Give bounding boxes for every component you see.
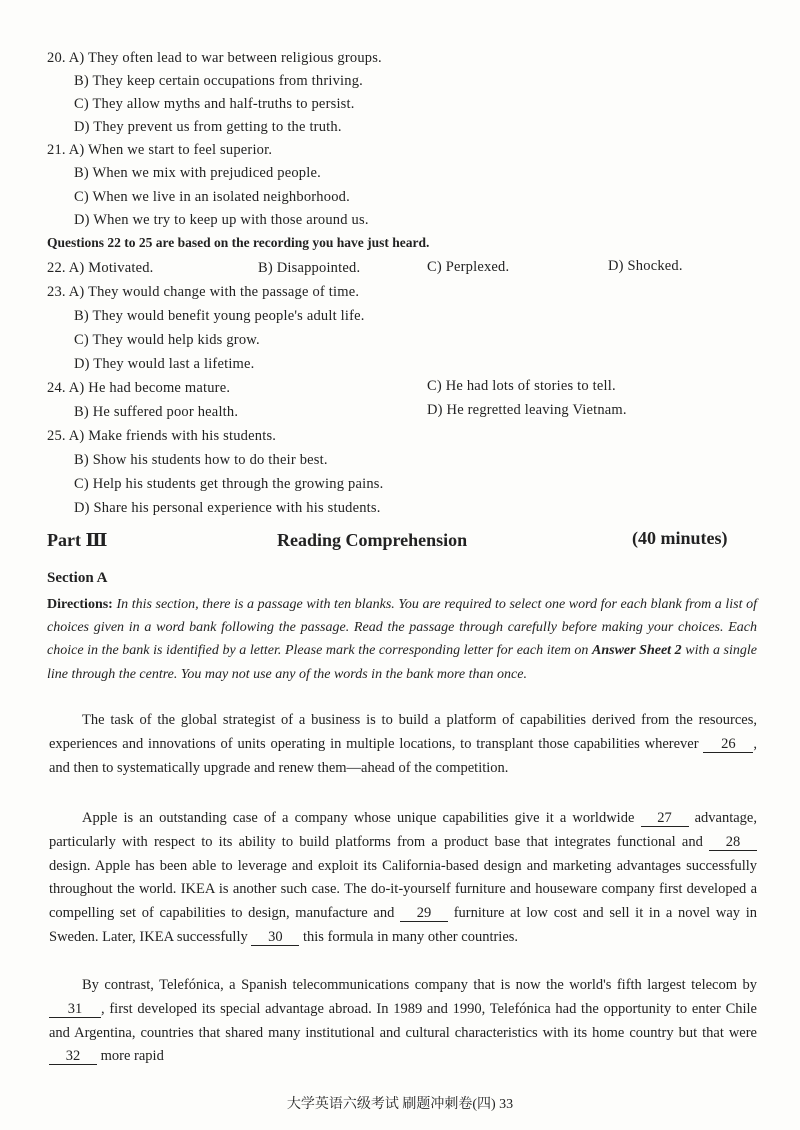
q20-option-a: 20. A) They often lead to war between religious groups.	[47, 50, 382, 66]
directions-text-2: with a single line through the centre. You may not use any of the words in the bank more than once.	[47, 643, 757, 682]
blank-29: 29	[400, 906, 448, 922]
q24-option-d: D) He regretted leaving Vietnam.	[427, 402, 627, 418]
blank-30: 30	[251, 930, 299, 946]
para1-text-2: , and then to systematically upgrade and renew them—ahead of the competition.	[49, 735, 757, 776]
passage-paragraph-3	[49, 974, 757, 1069]
q23-option-a: 23. A) They would change with the passage of time.	[47, 284, 360, 300]
passage-paragraph-1	[49, 709, 757, 780]
q23-option-c: C) They would help kids grow.	[74, 332, 260, 348]
q20-option-b: B) They keep certain occupations from thriving.	[74, 73, 363, 89]
blank-28: 28	[709, 835, 757, 851]
q22-option-c: C) Perplexed.	[427, 259, 510, 275]
blank-31: 31	[49, 1002, 101, 1018]
para2-text-2: advantage, particularly with respect to its ability to build platforms from a product base that integrates functional and	[49, 810, 757, 850]
q25-option-b: B) Show his students how to do their best.	[74, 452, 328, 468]
q24-option-b: B) He suffered poor health.	[74, 404, 239, 420]
blank-32: 32	[49, 1049, 97, 1065]
section-a-heading: Section A	[47, 570, 108, 586]
part-title: Reading Comprehension	[277, 530, 468, 550]
q23-option-d: D) They would last a lifetime.	[74, 356, 255, 372]
q25-option-a: 25. A) Make friends with his students.	[47, 428, 277, 444]
q24-option-c: C) He had lots of stories to tell.	[427, 378, 616, 394]
q22-option-a: 22. A) Motivated.	[47, 260, 154, 276]
directions-lead: Directions:	[47, 597, 113, 612]
q21-option-d: D) When we try to keep up with those around us.	[74, 212, 369, 228]
q20-option-c: C) They allow myths and half-truths to persist.	[74, 96, 355, 112]
q20-option-d: D) They prevent us from getting to the truth.	[74, 119, 342, 135]
blank-27: 27	[641, 811, 689, 827]
q21-option-b: B) When we mix with prejudiced people.	[74, 165, 321, 181]
part-label: Part Ⅲ	[47, 530, 108, 550]
para3-text-2: , first developed its special advantage abroad. In 1989 and 1990, Telefónica had the opportunity to enter Chile and Argentina, countries that shared many institutional and cultural characteristics with its home country but that were	[49, 1000, 757, 1041]
q22-option-b: B) Disappointed.	[258, 260, 361, 276]
answer-sheet-label: Answer Sheet 2	[592, 643, 682, 659]
q22-option-d: D) Shocked.	[608, 258, 683, 274]
passage-paragraph-2	[49, 807, 757, 950]
para3-text-3: more rapid	[97, 1048, 164, 1065]
para2-text-5: this formula in many other countries.	[299, 928, 519, 945]
para1-text-1: The task of the global strategist of a business is to build a platform of capabilities derived from the resources, experiences and innovations of units operating in multiple locations, to transplant those capabilities wherever	[49, 712, 757, 752]
part-time: (40 minutes)	[632, 528, 728, 548]
directions-text-1: In this section, there is a passage with ten blanks. You are required to select one word for each blank from a list of choices given in a word bank following the passage. Read the passage through carefully before making your choices. Each choice in the bank is identified by a letter. Please mark the corresponding letter for each item on	[47, 597, 757, 659]
para2-text-3: design. Apple has been able to leverage and exploit its California-based design and marketing advantages successfully throughout the world. IKEA is another such case. The do-it-yourself furniture and houseware company first developed a compelling set of capabilities to design, manufacture and	[49, 857, 757, 922]
page-footer: 大学英语六级考试 刷题冲刺卷(四) 33	[286, 1097, 514, 1112]
para2-text-1: Apple is an outstanding case of a company whose unique capabilities give it a worldwide	[82, 810, 641, 826]
q25-option-c: C) Help his students get through the growing pains.	[74, 476, 384, 492]
questions-22-25-heading: Questions 22 to 25 are based on the recording you have just heard.	[47, 235, 430, 250]
q21-option-c: C) When we live in an isolated neighborhood.	[74, 189, 350, 205]
para3-text-1: By contrast, Telefónica, a Spanish telecommunications company that is now the world's fifth largest telecom by	[82, 977, 757, 993]
q23-option-b: B) They would benefit young people's adult life.	[74, 308, 365, 324]
directions-paragraph	[47, 593, 757, 686]
blank-26: 26	[703, 737, 753, 753]
q21-option-a: 21. A) When we start to feel superior.	[47, 142, 273, 158]
para2-text-4: furniture at low cost and sell it in a novel way in Sweden. Later, IKEA successfully	[49, 905, 757, 945]
q25-option-d: D) Share his personal experience with his students.	[74, 500, 381, 516]
q24-option-a: 24. A) He had become mature.	[47, 380, 231, 396]
